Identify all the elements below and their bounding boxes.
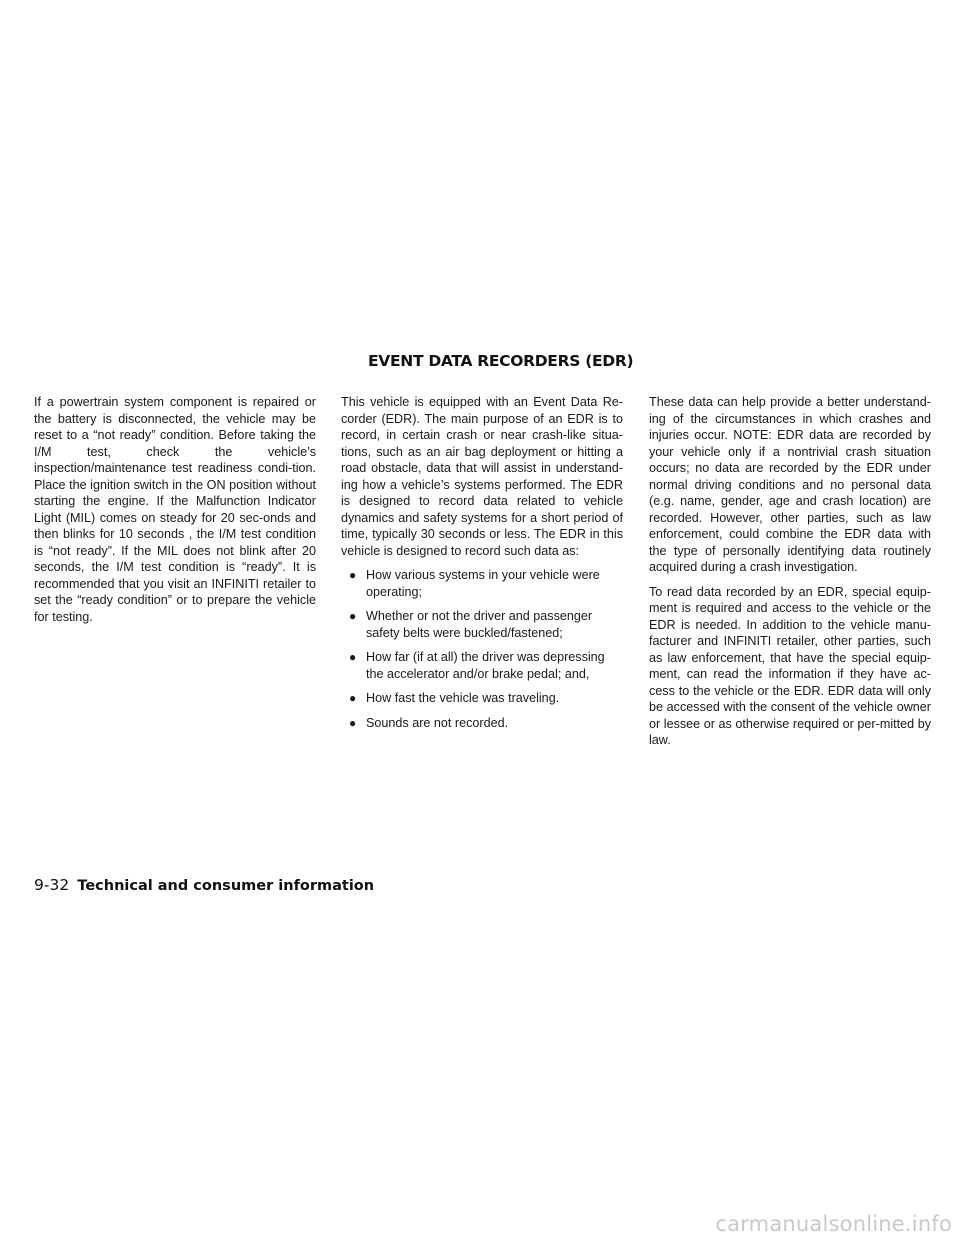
edr-data-list <box>341 567 623 731</box>
list-item-text: How various systems in your vehicle were operating; <box>366 568 600 599</box>
list-item <box>341 608 623 641</box>
list-item <box>341 690 623 707</box>
page-number: 9-32 <box>34 876 70 894</box>
paragraph-readiness: If a powertrain system component is repaired or the battery is disconnected, the vehicle may be reset to a “not ready” condition. Before taking the I/M test, check the vehicle’s inspection/maintenance test readiness condi-tion. Place the ignition switch in the ON position without starting the engine. If the Malfunction Indicator Light (MIL) comes on steady for 20 sec-onds and then blinks for 10 seconds , the I/M test condition is “not ready”. If the MIL does not blink after 20 seconds, the I/M test condition is “ready”. It is recommended that you visit an INFINITI retailer to set the “ready condition” or to prepare the vehicle for testing. <box>34 395 316 624</box>
section-title: EVENT DATA RECORDERS (EDR) <box>368 352 634 370</box>
list-item <box>341 567 623 600</box>
paragraph-edr-access: To read data recorded by an EDR, special equip-ment is required and access to the vehicle or the EDR is needed. In addition to the vehicle manu-facturer and INFINITI retailer, other parties, such as law enforcement, that have the special equip-ment, can read the information if they have ac-cess to the vehicle or the EDR. EDR data will only be accessed with the consent of the vehicle owner or lessee or as otherwise required or per-mitted by law. <box>649 584 931 747</box>
bullet-icon: ● <box>349 691 357 705</box>
paragraph-edr-purpose: These data can help provide a better understand-ing of the circumstances in which crashes and injuries occur. NOTE: EDR data are recorded by your vehicle only if a nontrivial crash situation occurs; no data are recorded by the EDR under normal driving conditions and no personal data (e.g. name, gender, age and crash location) are recorded. However, other parties, such as law enforcement, could combine the EDR data with the type of personally identifying data routinely acquired during a crash investigation. <box>649 395 931 574</box>
list-item <box>341 715 623 732</box>
list-item-text: Whether or not the driver and passenger safety belts were buckled/fastened; <box>366 609 593 640</box>
bullet-icon: ● <box>349 715 357 730</box>
column-middle <box>341 394 623 739</box>
list-item <box>341 649 623 682</box>
list-item-text: How fast the vehicle was traveling. <box>366 691 560 705</box>
watermark: carmanualsonline.info <box>715 1212 952 1236</box>
column-left <box>34 394 316 633</box>
bullet-icon: ● <box>349 650 357 664</box>
list-item-text: How far (if at all) the driver was depressing the accelerator and/or brake pedal; and, <box>366 650 605 681</box>
bullet-icon: ● <box>349 568 357 582</box>
bullet-icon: ● <box>349 609 357 623</box>
paragraph-edr-intro: This vehicle is equipped with an Event Data Re-corder (EDR). The main purpose of an EDR is to record, in certain crash or near crash-like situa-tions, such as an air bag deployment or hitting a road obstacle, data that will assist in understand-ing how a vehicle’s systems performed. The EDR is designed to record data related to vehicle dynamics and safety systems for a short period of time, typically 30 seconds or less. The EDR in this vehicle is designed to record such data as: <box>341 395 623 558</box>
list-item-text: Sounds are not recorded. <box>366 715 509 730</box>
footer-section-name: Technical and consumer information <box>77 878 375 894</box>
column-right <box>649 394 931 757</box>
page-footer <box>34 876 374 894</box>
